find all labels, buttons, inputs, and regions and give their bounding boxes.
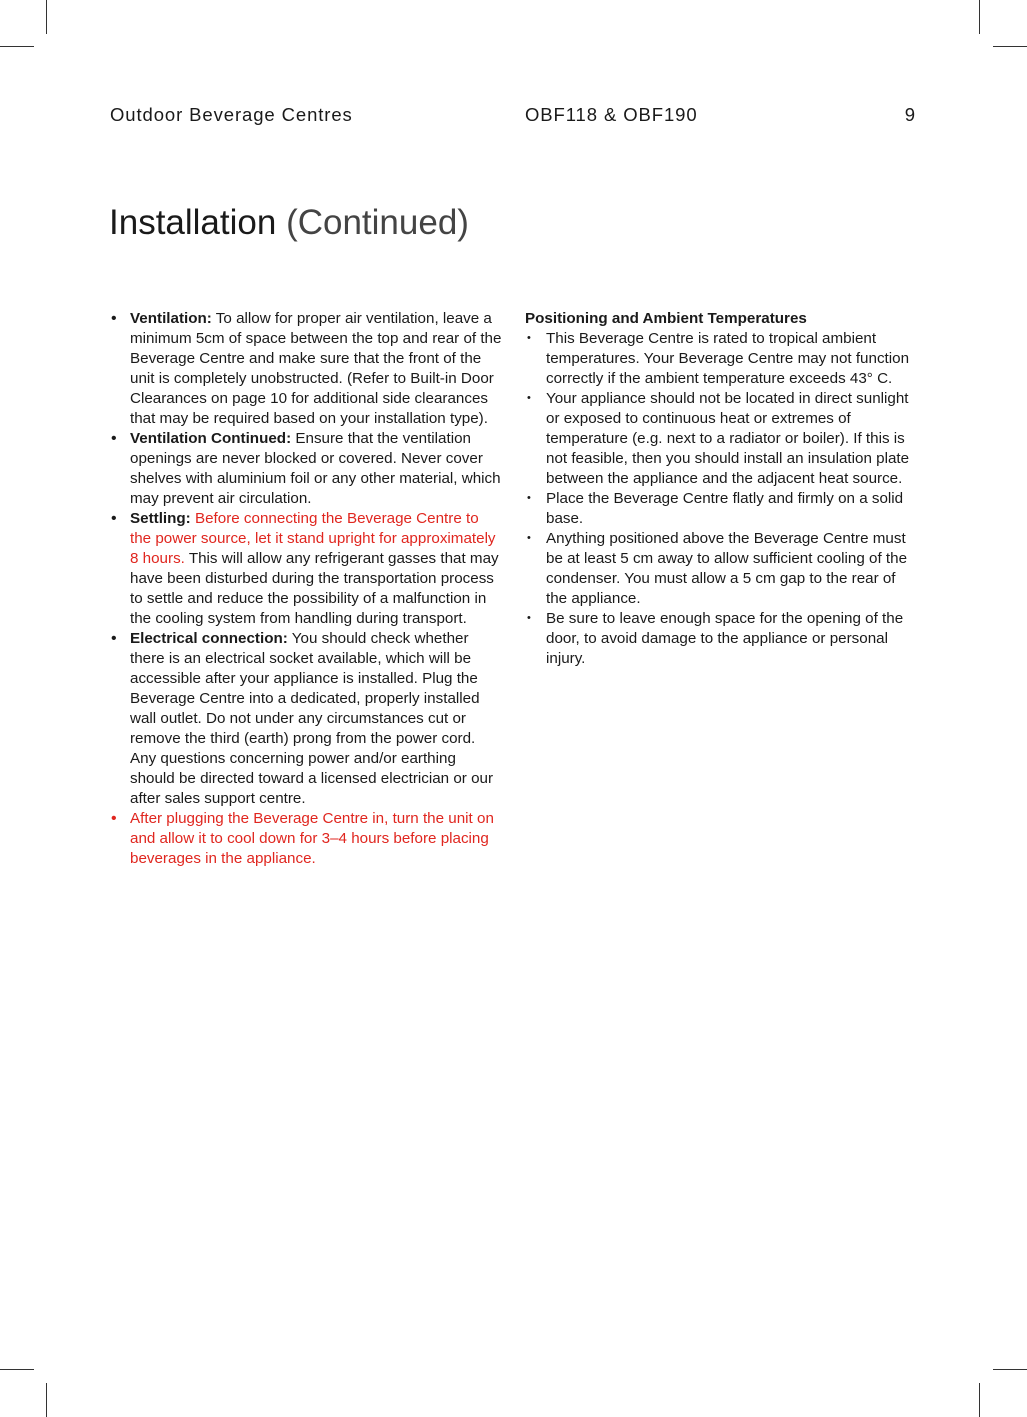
page-title	[109, 203, 469, 243]
crop-mark-bottom-left-vertical	[46, 1383, 47, 1417]
list-item-settling	[108, 509, 503, 629]
item-label: Ventilation Continued:	[130, 430, 292, 447]
item-text: To allow for proper air ventilation, leave a minimum 5cm of space between the top and rear of the Beverage Centre and make sure that the front of the unit is completely unobstructed. (Refer to Built-in Door Clearances on page 10 for additional side clearances that may be required based on your installation type).	[130, 310, 502, 427]
crop-mark-top-right-vertical	[979, 0, 980, 34]
item-text: This will allow any refrigerant gasses that may have been disturbed during the transportation process to settle and reduce the possibility of a malfunction in the cooling system from handling during transport.	[130, 550, 499, 627]
item-warning-text: Before connecting the Beverage Centre to the power source, let it stand upright for approximately 8 hours.	[130, 510, 496, 567]
positioning-list	[525, 329, 915, 669]
list-item: • This Beverage Centre is rated to tropical ambient temperatures. Your Beverage Centre may not function correctly if the ambient temperature exceeds 43° C.	[525, 329, 915, 389]
crop-mark-bottom-left-horizontal	[0, 1369, 34, 1370]
installation-list	[108, 309, 503, 869]
list-item: • Anything positioned above the Beverage Centre must be at least 5 cm away to allow sufficient cooling of the condenser. You must allow a 5 cm gap to the rear of the appliance.	[525, 529, 915, 609]
list-item-ventilation-continued	[108, 429, 503, 509]
crop-mark-top-left-vertical	[46, 0, 47, 34]
list-item-electrical-connection	[108, 629, 503, 809]
crop-mark-top-right-horizontal	[993, 46, 1027, 47]
title-suffix: (Continued)	[286, 203, 469, 242]
title-main: Installation	[109, 203, 277, 242]
header-model-numbers: OBF118 & OBF190	[525, 104, 698, 125]
right-column	[525, 309, 915, 669]
item-warning-text: After plugging the Beverage Centre in, turn the unit on and allow it to cool down for 3–4 hours before placing beverages in the appliance.	[130, 810, 494, 867]
list-item: • Be sure to leave enough space for the opening of the door, to avoid damage to the appliance or personal injury.	[525, 609, 915, 669]
header-product-line: Outdoor Beverage Centres	[110, 104, 353, 125]
page-number: 9	[904, 104, 916, 125]
item-label: Settling:	[130, 510, 191, 527]
crop-mark-bottom-right-vertical	[979, 1383, 980, 1417]
list-item: • Your appliance should not be located in direct sunlight or exposed to continuous heat or extremes of temperature (e.g. next to a radiator or boiler). If this is not feasible, then you should install an insulation plate between the appliance and the adjacent heat source.	[525, 389, 915, 489]
list-item-ventilation	[108, 309, 503, 429]
crop-mark-bottom-right-horizontal	[993, 1369, 1027, 1370]
section-heading: Positioning and Ambient Temperatures	[525, 310, 807, 327]
page-header	[110, 104, 916, 128]
item-text: You should check whether there is an electrical socket available, which will be accessible after your appliance is installed. Plug the Beverage Centre into a dedicated, properly installed wall outlet. Do not under any circumstances cut or remove the third (earth) prong from the power cord. Any questions concerning power and/or earthing should be directed toward a licensed electrician or our after sales support centre.	[130, 630, 494, 807]
item-label: Ventilation:	[130, 310, 212, 327]
item-text: Ensure that the ventilation openings are never blocked or covered. Never cover shelves with aluminium foil or any other material, which may prevent air circulation.	[130, 430, 501, 507]
crop-mark-top-left-horizontal	[0, 46, 34, 47]
item-label: Electrical connection:	[130, 630, 288, 647]
list-item: • Place the Beverage Centre flatly and firmly on a solid base.	[525, 489, 915, 529]
left-column	[108, 309, 503, 869]
list-item-cool-down-warning	[108, 809, 503, 869]
